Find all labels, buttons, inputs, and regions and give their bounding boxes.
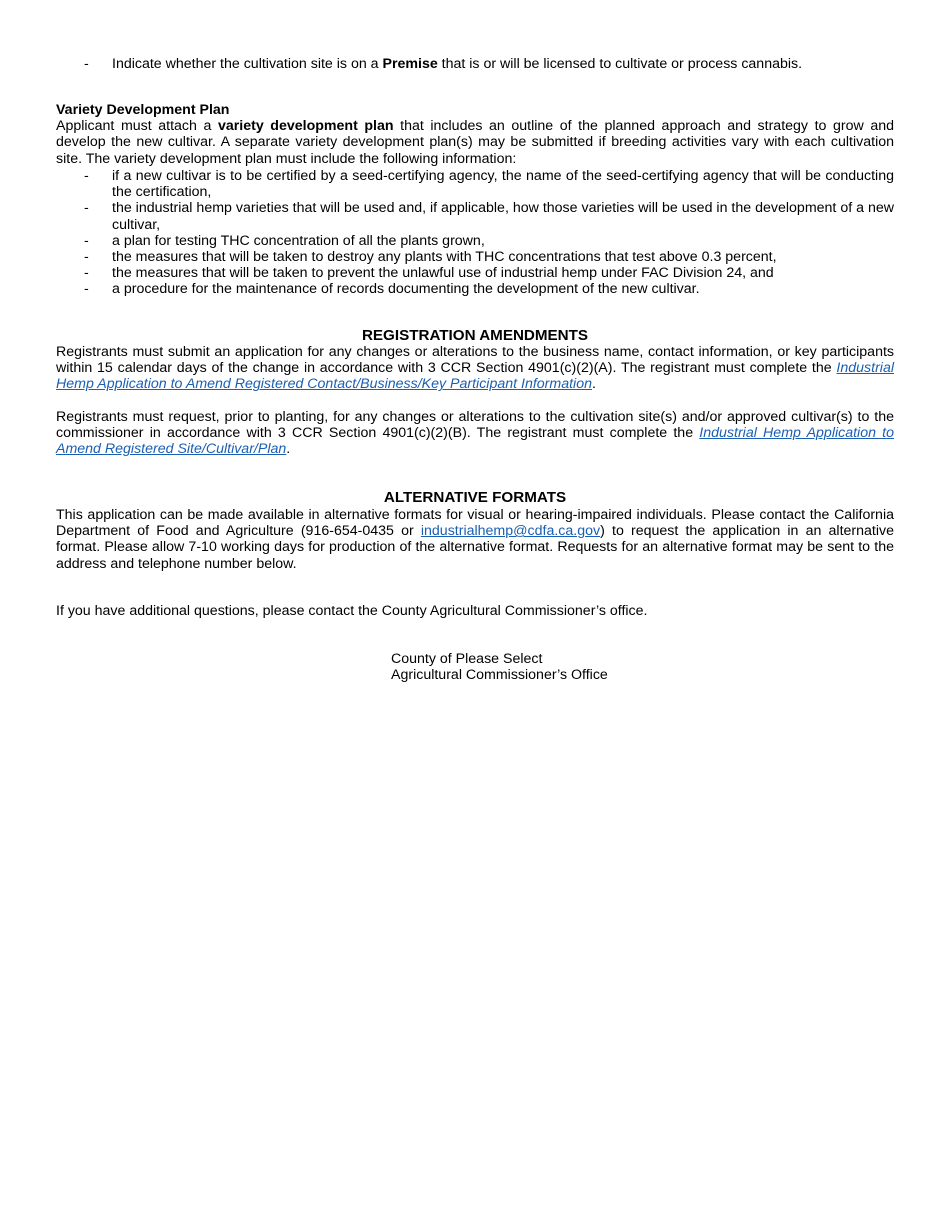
amendments-paragraph-2: Registrants must request, prior to planting, for any changes or alterations to the cultivation site(s) and/or approved cultivar(s) to the commissioner in accordance with 3 CCR Section 4901(c)(2)(B). The registrant must complete the Industrial Hemp Application to Amend Registered Site/Cultivar/Plan. [56, 408, 895, 458]
alternative-formats-paragraph: This application can be made available in alternative formats for visual or hearing-impaired individuals. Please contact the California Department of Food and Agriculture (916-654-0435 or industrialhemp@cdfa.ca.gov) to request the application in an alternative format. Please allow 7-10 working days for production of the alternative format. Requests for an alternative format may be sent to the address and telephone number below. [56, 507, 895, 572]
premise-bullet-list [56, 56, 894, 72]
section-title: Variety Development Plan [56, 102, 230, 118]
amend-contact-form-link[interactable]: Industrial Hemp Application to Amend Registered Contact/Business/Key Participant Information [56, 360, 894, 393]
variety-requirements-list [56, 168, 894, 298]
signature-block [391, 651, 608, 683]
premise-term: Premise [382, 56, 438, 72]
registration-amendments-heading: REGISTRATION AMENDMENTS [361, 327, 589, 344]
amendments-paragraph-1: Registrants must submit an application for any changes or alterations to the business name, contact information, or key participants within 15 calendar days of the change in accordance with 3 CCR Section 4901(c)(2)(A). The registrant must complete the Industrial Hemp Application to Amend Registered Contact/Business/Key Participant Information. [56, 344, 894, 393]
bullet-dash: - [84, 56, 89, 72]
questions-line: If you have additional questions, please contact the County Agricultural Commissioner’s office. [56, 603, 648, 619]
contact-email-link[interactable]: industrialhemp@cdfa.ca.gov [420, 523, 601, 540]
list-item: - Indicate whether the cultivation site is on a Premise that is or will be licensed to cultivate or process cannabis. [84, 56, 803, 72]
alternative-formats-heading: ALTERNATIVE FORMATS [383, 489, 567, 506]
list-item: - a plan for testing THC concentration of all the plants grown, [84, 232, 485, 249]
office-name: Agricultural Commissioner’s Office [391, 667, 608, 684]
alternative-formats-section [56, 507, 894, 572]
list-item: - a procedure for the maintenance of records documenting the development of the new cultivar. [84, 281, 700, 298]
amendments-section [56, 344, 894, 457]
amend-site-form-link[interactable]: Industrial Hemp Application to Amend Registered Site/Cultivar/Plan [56, 424, 895, 458]
variety-intro-paragraph: Applicant must attach a variety development plan that includes an outline of the planned approach and strategy to grow and develop the new cultivar. A separate variety development plan(s) may be submitted if breeding activities vary with each cultivation site. The variety development plan must include the following information: [56, 118, 894, 167]
list-item: - if a new cultivar is to be certified by a seed-certifying agency, the name of the seed-certifying agency that will be conducting the certification, [84, 168, 894, 201]
list-item: - the measures that will be taken to prevent the unlawful use of industrial hemp under FAC Division 24, and [84, 265, 774, 282]
list-item: - the measures that will be taken to destroy any plants with THC concentrations that test above 0.3 percent, [84, 249, 777, 266]
list-item: - the industrial hemp varieties that will be used and, if applicable, how those varieties will be used in the development of a new cultivar, [84, 200, 894, 233]
variety-plan-section [56, 102, 894, 167]
county-name: County of Please Select [391, 651, 543, 667]
